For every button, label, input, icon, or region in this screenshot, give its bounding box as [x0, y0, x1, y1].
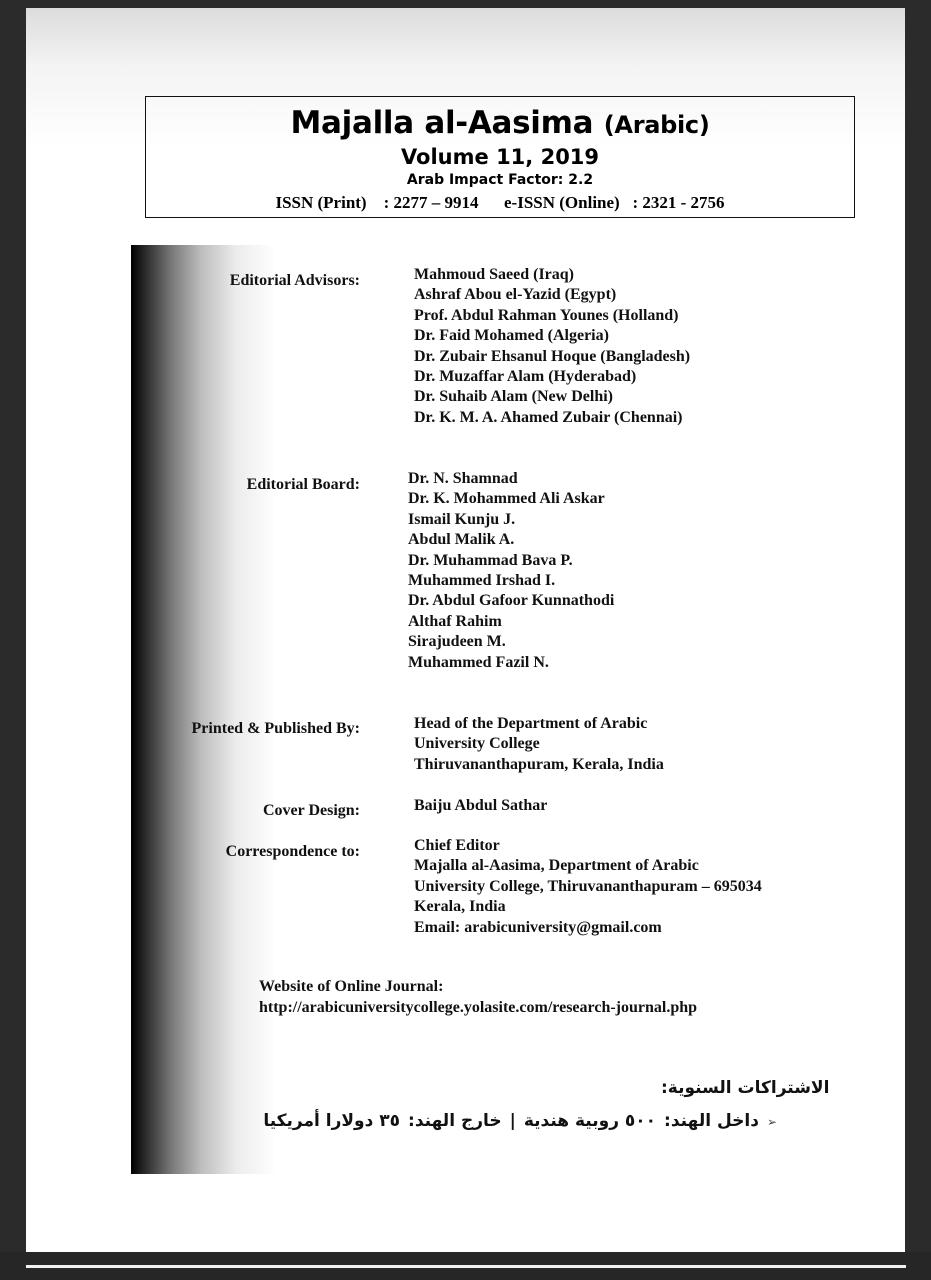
- list-item: University College: [414, 735, 540, 753]
- editorial-board-list: [408, 469, 614, 673]
- list-item: Muhammed Irshad I.: [408, 572, 556, 590]
- list-item: Dr. Faid Mohamed (Algeria): [414, 327, 609, 345]
- list-item: Kerala, India: [414, 898, 506, 916]
- list-item: Ashraf Abou el-Yazid (Egypt): [414, 286, 617, 304]
- list-item: Baiju Abdul Sathar: [414, 797, 548, 814]
- publisher-lines: [414, 714, 664, 775]
- list-item: Dr. Zubair Ehsanul Hoque (Bangladesh): [414, 347, 691, 365]
- list-item: Dr. Muhammad Bava P.: [408, 551, 573, 569]
- list-item: Abdul Malik A.: [408, 531, 515, 549]
- publisher-label: Printed & Published By:: [191, 720, 360, 737]
- correspondence-label: Correspondence to:: [225, 843, 360, 860]
- list-item: Althaf Rahim: [408, 612, 502, 630]
- website-block: [259, 976, 697, 1018]
- cover-design-label: Cover Design:: [262, 802, 360, 819]
- impact-factor: Arab Impact Factor: 2.2: [406, 172, 594, 188]
- list-item: Majalla al-Aasima, Department of Arabic: [414, 857, 699, 875]
- inside-india-label: داخل الهند:: [664, 1111, 759, 1131]
- list-item: Dr. N. Shamnad: [408, 470, 518, 487]
- subscriptions-title: الاشتراكات السنوية:: [661, 1078, 830, 1098]
- list-item: Dr. Muzaffar Alam (Hyderabad): [414, 368, 637, 386]
- list-item: Chief Editor: [414, 837, 500, 854]
- outside-india-value: ٣٥ دولارا أمريكيا: [263, 1111, 401, 1131]
- editorial-board-label: Editorial Board:: [246, 476, 360, 493]
- journal-volume: Volume 11, 2019: [400, 145, 600, 169]
- masthead-content: [131, 245, 838, 1174]
- list-item: Dr. K. Mohammed Ali Askar: [408, 490, 605, 508]
- journal-title-sub: (Arabic): [603, 111, 710, 139]
- inside-india-value: ٥٠٠ روبية هندية: [523, 1111, 657, 1131]
- issn-line: ISSN (Print) : 2277 – 9914 e-ISSN (Online) : 2321 - 2756: [275, 193, 725, 212]
- journal-title: [146, 105, 854, 141]
- list-item: University College, Thiruvananthapuram – 695034: [414, 877, 762, 895]
- correspondence-lines: [414, 836, 762, 938]
- separator: |: [509, 1111, 516, 1131]
- journal-title-main: Majalla al-Aasima: [290, 105, 594, 141]
- bullet-arrow-icon: ➢: [766, 1115, 777, 1129]
- website-url: http://arabicuniversitycollege.yolasite.com/research-journal.php: [259, 999, 698, 1016]
- list-item: Muhammed Fazil N.: [408, 653, 549, 671]
- subscriptions-line: [261, 1111, 781, 1131]
- list-item: Mahmoud Saeed (Iraq): [414, 266, 575, 283]
- list-item: Email: arabicuniversity@gmail.com: [414, 918, 662, 936]
- journal-header-box: [145, 96, 855, 218]
- outside-india-label: خارج الهند:: [408, 1111, 502, 1131]
- bottom-divider: [26, 1265, 906, 1268]
- editorial-advisors-label: Editorial Advisors:: [229, 272, 360, 289]
- website-label: Website of Online Journal:: [259, 978, 444, 995]
- list-item: Prof. Abdul Rahman Younes (Holland): [414, 306, 679, 324]
- list-item: Dr. Abdul Gafoor Kunnathodi: [408, 592, 615, 610]
- cover-designer: [414, 796, 547, 816]
- editorial-advisors-list: [414, 265, 690, 428]
- list-item: Dr. Suhaib Alam (New Delhi): [414, 388, 613, 406]
- list-item: Ismail Kunju J.: [408, 510, 516, 528]
- list-item: Head of the Department of Arabic: [414, 715, 648, 732]
- list-item: Dr. K. M. A. Ahamed Zubair (Chennai): [414, 408, 683, 426]
- list-item: Sirajudeen M.: [408, 633, 506, 651]
- list-item: Thiruvananthapuram, Kerala, India: [414, 755, 664, 773]
